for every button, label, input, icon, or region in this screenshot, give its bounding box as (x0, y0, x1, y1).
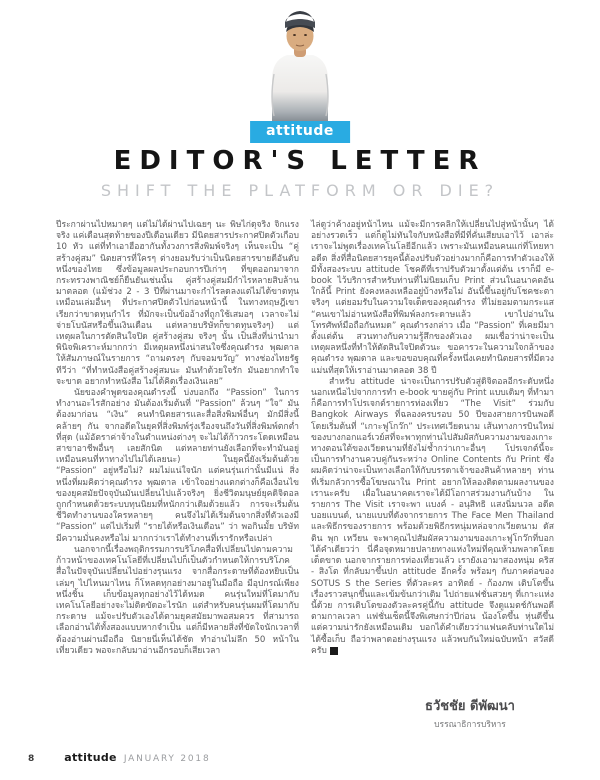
paragraph: นอกจากนี้เรื่องพฤติกรรมการบริโภคสื่อที่เปลี่ยนไปตามความก้าวหน้าของเทคโนโลยีที่เปลี่ยนไปก็เป็นตัวกำหนดให้การบริโภคสื่อในปัจจุบันเปลี่ยนไปอย่างรุนแรง จากสื่อกระดาษที่ต้องหยิบเป็นเล่มๆ ไปไหนมาไหน ก็โหลดทุกอย่างมาอยู่ในมือถือ มีอุปกรณ์เพียงหนึ่งชิ้น เก็บข้อมูลทุกอย่างไว้ได้หมด คนรุ่นใหม่ที่โตมากับเทคโนโลยีอย่างจะไม่ติดขัดอะไรนัก แต่สำหรับคนรุ่นผมที่โตมากับกระดาษ แม้จะปรับตัวเองได้ตามยุคสมัยมาพอสมควร ที่สามารถเลือกอ่านได้ทั้งสองแบบหากจำเป็น แต่ก็มีหลายสิ่งที่ขัดใจนักเวลาที่ต้องอ่านผ่านมือถือ นิยายนี่เห็นได้ชัด ทำอ่านไม่ลึก 50 หน้าในเที่ยวเดียว พอจะกลับมาอ่านอีกรอบก็เสียเวลา (56, 544, 299, 656)
editor-photo (225, 8, 375, 128)
footer-issue-date: JANUARY 2018 (123, 754, 211, 764)
paragraph: ไล่ดูว่าค้างอยู่หน้าไหน แม้จะมีการคลิกให้เปลี่ยนไปสู่หน้านั้นๆ ได้อย่างรวดเร็ว แต่ก็ดูไม่ทันใจกับหนังสือที่มีที่คั่นเสียบเอาไว้ เอาล่ะ เราจะไม่พูดเรื่องเทคโนโลยีอีกแล้ว เพราะมันเหมือนคนแก่ที่โหยหาอดีต สิ่งที่สื่อนิตยสารยุคนี้ต้องปรับตัวอย่างมากก็คือการทำตัวเองให้มีทั้งสองระบบ attitude โชคดีที่เราปรับตัวมาตั้งแต่ต้น เราก็มี e-book ไว้บริการสำหรับท่านที่ไม่นิยมเก็บ Print ส่วนในอนาคตอันใกล้นี้ Print ยังคงหลงเหลืออยู่บ้างหรือไม่ อันนี้ขึ้นอยู่กับโชคชะตาจริงๆ แต่ยอมรับในความใจเด็ดของคุณดำรง ที่ไม่ยอมตามกระแส “คนเขาไม่อ่านหนังสือที่พิมพ์ลงกระดาษแล้ว เขาไปอ่านในโทรศัพท์มือถือกันหมด” คุณดำรงกล่าว เมื่อ “Passion” ที่เคยมีมาตั้งแต่ต้น สวนทางกับความรู้สึกของตัวเอง ผมเชื่อว่าน่าจะเป็นเหตุผลหนึ่งที่ทำให้ตัดสินใจปิดตัวนะ ขอคารวะในความใจกล้าของคุณดำรง พุฒตาล และขอขอบคุณที่ครั้งหนึ่งเคยทำนิตยสารที่มีดวงแม่นที่สุดให้เราอ่านมาตลอด 38 ปี (311, 220, 554, 376)
page-number: 8 (28, 754, 35, 764)
column-left (56, 220, 299, 657)
page-title: EDITOR'S LETTER (113, 146, 487, 176)
magazine-logo-badge: attitude (250, 121, 350, 143)
page-footer (28, 751, 572, 764)
paragraph: ปีระกาผ่านไปหมาดๆ แต่ไม่ได้ผ่านไปเฉยๆ นะ พิษไก่ดุจริง จิกแรงจริง แค่เดือนสุดท้ายของปีเดือนเดียว มีนิตยสารประกาศปิดตัวเกือบ 10 หัว แต่ที่ทำเอาฮือฮากันทั้งวงการสิ่งพิมพ์จริงๆ เห็นจะเป็น “คู่สร้างคู่สม” นิตยสารที่ใครๆ ต่างยอมรับว่าเป็นนิตยสารขายดีอันดับหนึ่งของไทย ซึ่งข้อมูลผลประกอบการปีเก่าๆ ที่ขุดออกมาจากกระทรวงพาณิชย์ก็ยืนยันเช่นนั้น คู่สร้างคู่สมมีกำไรหลายสิบล้านมาตลอด (แม้ช่วง 2 - 3 ปีที่ผ่านมาจะกำไรลดลงแต่ไม่ได้ขาดทุน เหมือนเล่มอื่นๆ ที่ประกาศปิดตัวไปก่อนหน้านี้ ในทางทฤษฎีเขาเรียกว่าขาดทุนกำไร ที่มักจะเป็นข้ออ้างที่ถูกใช้เสมอๆ เวลาจะไม่จ่ายโบนัสหรือขึ้นเงินเดือน แต่หลายบริษัทก็ขาดทุนจริงๆ) แต่เหตุผลในการตัดสินใจปิด คู่สร้างคู่สม จริงๆ นั้น เป็นสิ่งที่น่านำมาพินิจพิเคราะห์มากกว่า มีเหตุผลหนึ่งน่าสนใจซึ่งคุณดำรง พุฒตาล ให้สัมภาษณ์ในรายการ “ถามตรงๆ กับจอมขวัญ” ทางช่องไทยรัฐทีวีว่า “ที่ทำหนังสือคู่สร้างคู่สมนะ มันทำด้วยใจรัก มันอยากทำใจจะขาด อยากทำหนังสือ ไม่ได้คิดเรื่องเงินเลย” (56, 220, 299, 387)
column-right (311, 220, 554, 657)
signature-block (370, 699, 570, 731)
letter-body (56, 220, 554, 657)
paragraph-text: สำหรับ attitude น่าจะเป็นการปรับตัวสู่ดิจิตอลอีกระดับหนึ่ง นอกเหนือไปจากการทำ e-book ขายคู่กับ Print แบบเดิมๆ ที่ทำมา ก็คือการทำโปรเจกต์รายการท่องเที่ยว “The Visit” ร่วมกับ Bangkok Airways ที่ฉลองครบรอบ 50 ปีของสายการบินพอดี โดยเริ่มต้นที่ “เกาะฟูโกว๊ก” ประเทศเวียดนาม เส้นทางการบินใหม่ของบางกอกแอร์เวย์สที่จะพาทุกท่านไปสัมผัสกับความงามของเกาะทางตอนใต้ของเวียดนามที่ยังไม่ช้ำกว่าเกาะอื่นๆ โปรเจกต์นี้จะเป็นการทำงานควบคู่กันระหว่าง Online Contents กับ Print ซึ่งผมคิดว่าน่าจะเป็นทางเลือกให้กับบรรดาเจ้าของสินค้าหลายๆ ท่านที่เริ่มกลัวการซื้อโฆษณาใน Print อยากให้ลองติดตามผลงานของเรานะครับ เผื่อในอนาคตเราจะได้มีโอกาสร่วมงานกันบ้าง ในรายการ The Visit เราจะพา แบงค์ - อนุสิทธิ แสงนิ่มนวล อดีตบอยแบนด์, นายแบบที่ดังจากรายการ The Face Men Thailand และพิธีกรของรายการ พร้อมด้วยพิธีกรหนุ่มหล่อจากเวียดนาม ดัสติน พุก เหวียน จะพาคุณไปสัมผัสความงามของเกาะฟูโกว๊กที่บอกได้คำเดียวว่า นี่คือจุดหมายปลายทางแห่งใหม่ที่คุณห้ามพลาดโดยเด็ดขาด นอกจากรายการท่องเที่ยวแล้ว เรายังเอามาสองหนุ่ม คริส - สิงโต ที่กลับมาขึ้นปก attitude อีกครั้ง พร้อมๆ กับภาคต่อของ SOTUS S the Series ที่ตัวละคร อาทิตย์ - ก้องภพ เติบโตขึ้น เรื่องราวสนุกขึ้นและเข้มข้นกว่าเดิม ไปถ่ายแฟชั่นสวยๆ ที่เกาะแห่งนี้ด้วย การเติบโตของตัวละครคู่นี้กับ attitude จึงดูแมตช์กันพอดีตามกาลเวลา แฟชั่นเซ็ตนี้จึงพิเศษกว่าปีก่อน น้องโตขึ้น หุ่นดีขึ้น แต่ความน่ารักยังเหมือนเดิม บอกได้คำเดียวว่าแฟนคลับท่านใดไม่ได้ซื้อเก็บ ถือว่าพลาดอย่างรุนแรง แล้วพบกันใหม่ฉบับหน้า สวัสดีครับ (311, 376, 554, 656)
editor-portrait-illustration (225, 8, 375, 128)
footer-magazine-name: attitude (64, 751, 117, 764)
editor-role: บรรณาธิการบริหาร (434, 720, 506, 730)
end-mark-icon: a (330, 647, 338, 655)
paragraph: นัยของคำพูดของคุณดำรงนี้ บ่งบอกถึง “Passion” ในการทำงานอะไรสักอย่าง มันต้องเริ่มต้นที่ “Passion” ล้วนๆ “ใจ” มันต้องมาก่อน “เงิน” คนทำนิตยสารและสื่อสิ่งพิมพ์อื่นๆ มักมีสิ่งนี้คล้ายๆ กัน จากอดีตในยุคที่สิ่งพิมพ์รุ่งเรืองจนถึงวันที่สิ่งพิมพ์ตกต่ำที่สุด (แม้อัตราค่าจ้างในตำแหน่งต่างๆ จะไม่ได้ก้าวกระโดดเหมือนสาขาอาชีพอื่นๆ เลยสักนิด แต่หลายท่านยังเลือกที่จะทำมันอยู่ เหมือนคนที่หาทางไปไม่ได้เลยนะ) ในยุคนี้ยังเริ่มต้นด้วย “Passion” อยู่หรือไม่? ผมไม่แน่ใจนัก แต่คนรุ่นเก่านั้นมีแน่ สิ่งหนึ่งที่ผมคิดว่าคุณดำรง พุฒตาล เข้าใจอย่างแตกต่างก็คือเงื่อนไขของยุคสมัยปัจจุบันมันเปลี่ยนไปแล้วจริงๆ ยิ่งชีวิตมนุษย์ยุคดิจิตอลถูกกำหนดด้วยระบบทุนนิยมที่หนักกว่าเดิมด้วยแล้ว การจะเริ่มต้นชีวิตทำงานของใครหลายๆ คนจึงไม่ได้เริ่มต้นจากสิ่งที่ตัวเองมี “Passion” แต่ไปเริ่มที่ “รายได้หรือเงินเดือน” ว่า พอกินมั้ย บริษัทมีความมั่นคงหรือไม่ มากกว่าเราได้ทำงานที่เรารักหรือเปล่า (56, 388, 299, 544)
paragraph (311, 377, 554, 657)
editor-name: ธวัชชัย ดีพัฒนา (425, 699, 515, 714)
page-subtitle: SHIFT THE PLATFORM OR DIE? (100, 181, 500, 200)
